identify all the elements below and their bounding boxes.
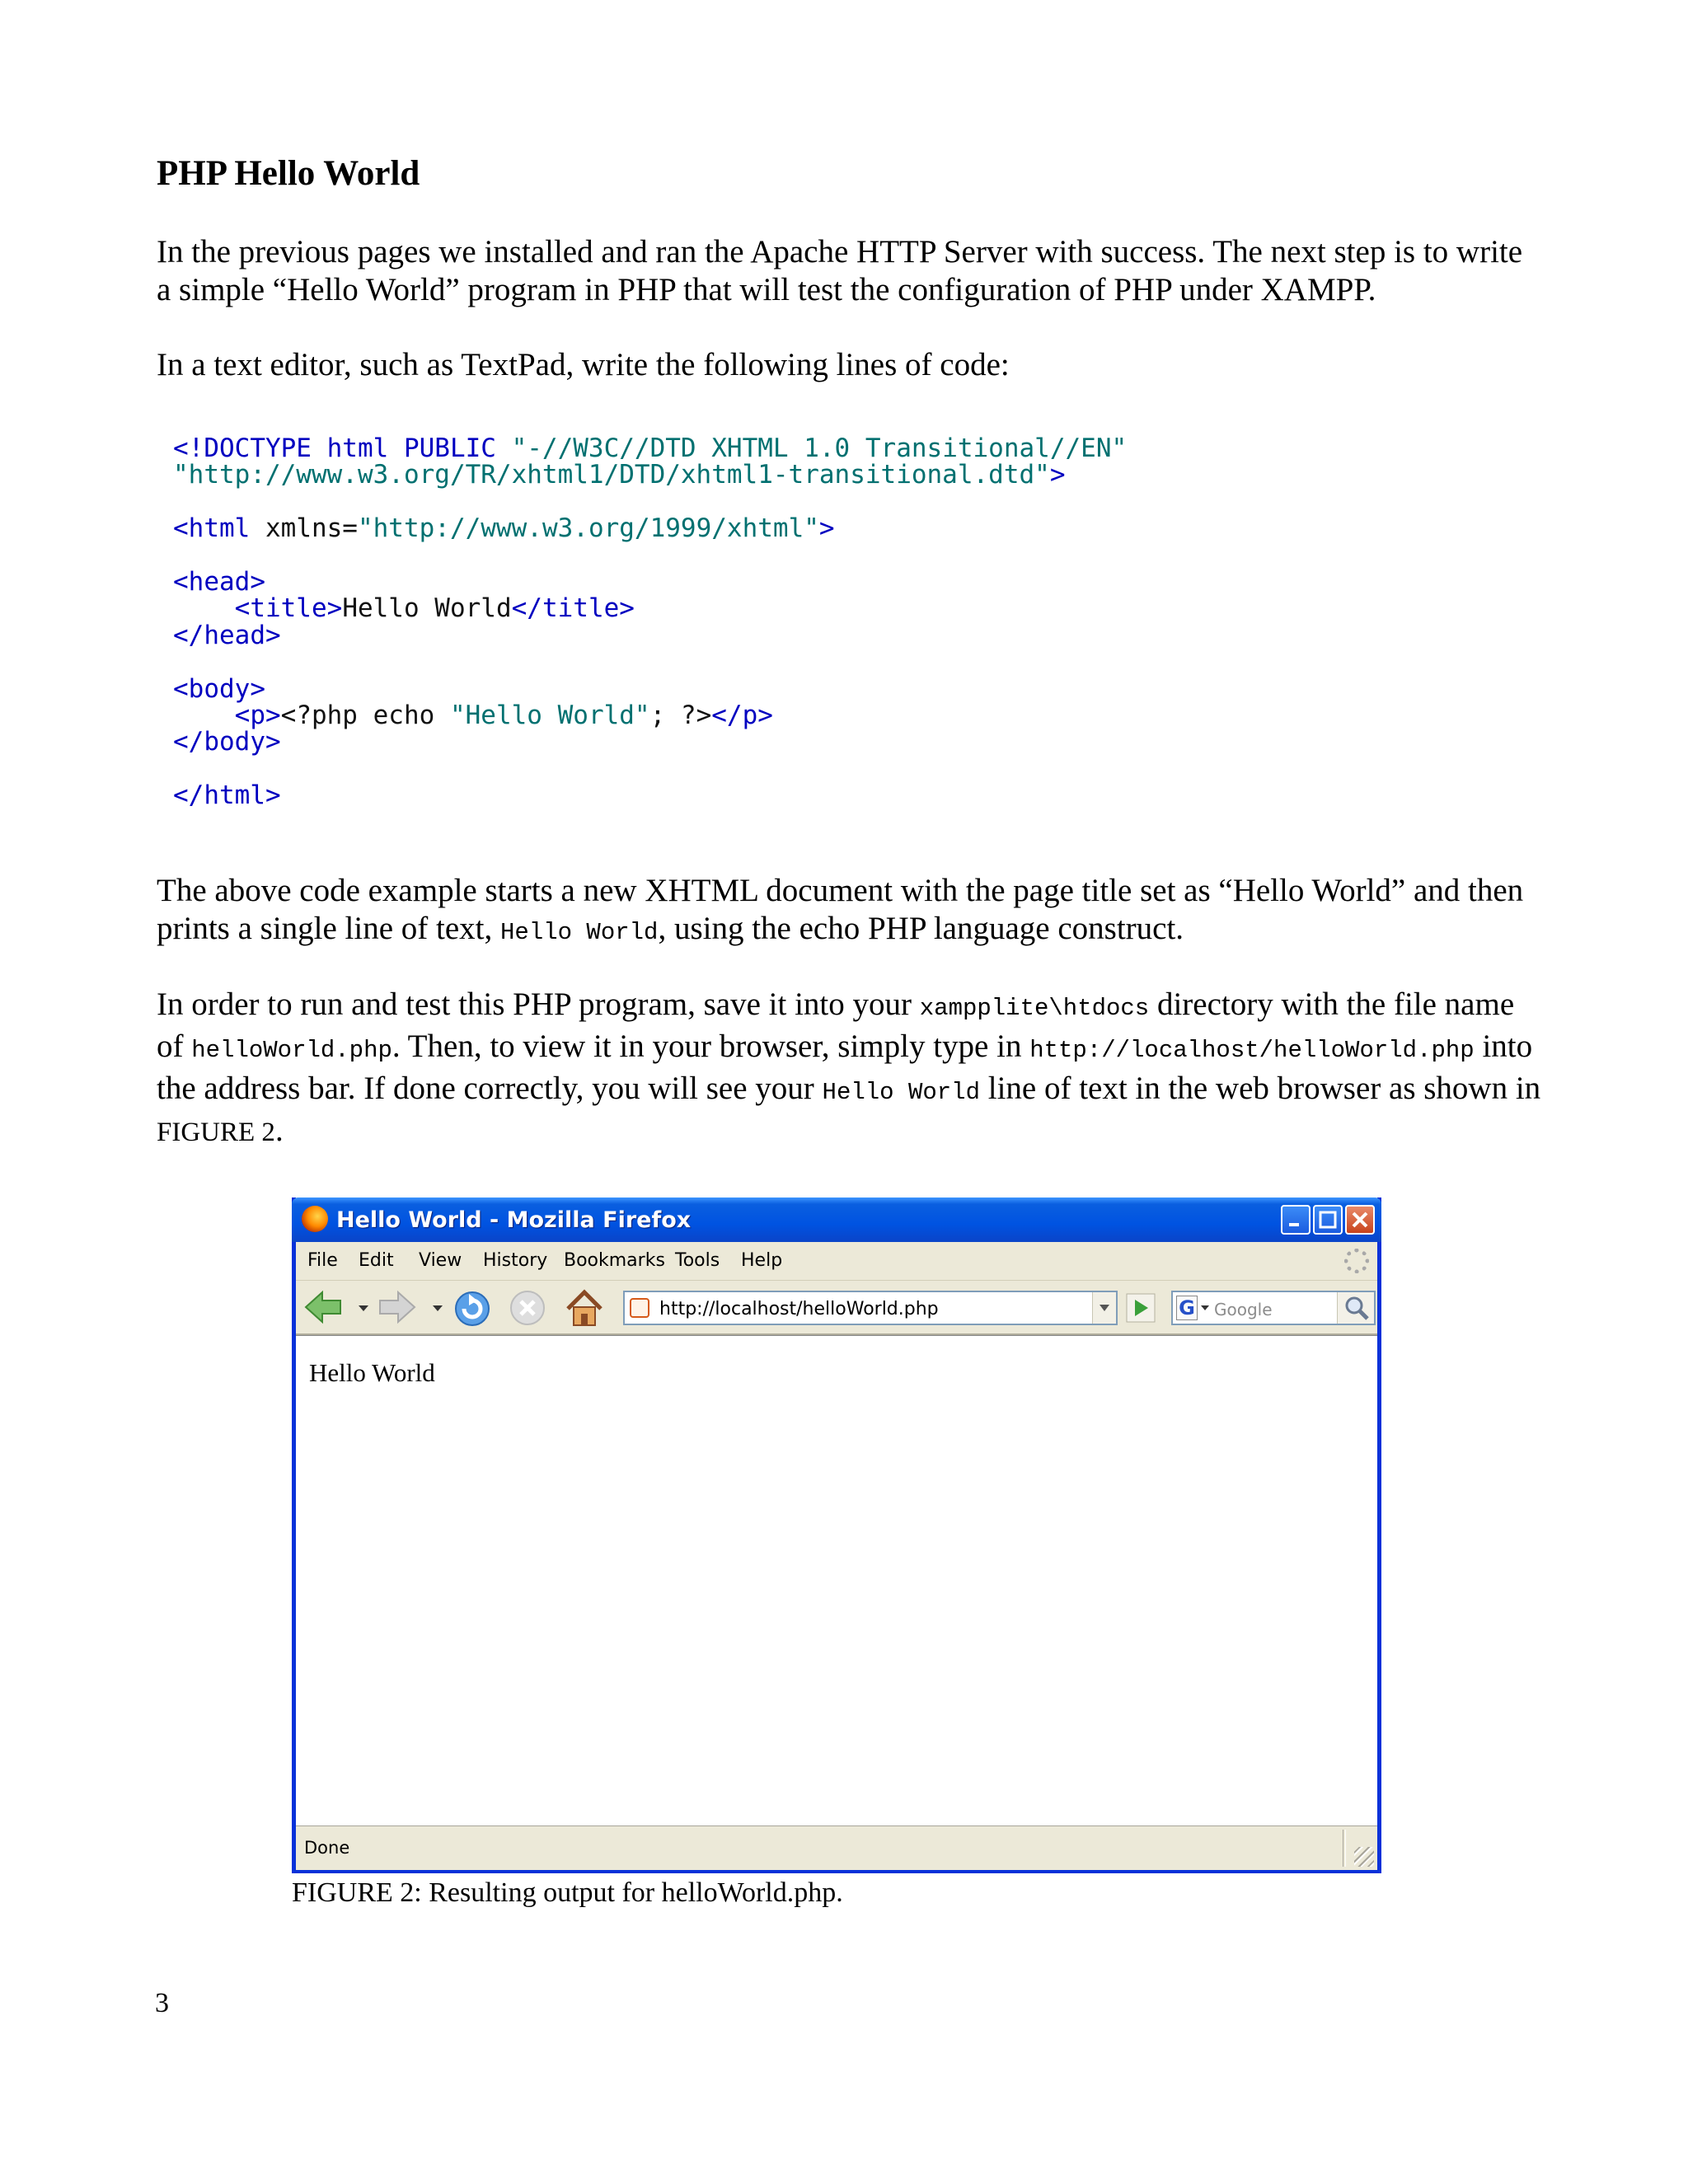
code-token: <body>	[173, 673, 265, 704]
code-listing	[173, 435, 1127, 809]
code-token: >	[1049, 460, 1066, 490]
code-indent	[173, 593, 235, 623]
code-token: <html	[173, 513, 251, 544]
code-token: "-//W3C//DTD XHTML 1.0 Transitional//EN"	[511, 434, 1128, 463]
text-run: directory with the file name of	[157, 987, 1515, 1064]
text-run: . Then, to view it in your browser, simply type in	[392, 1029, 1030, 1064]
close-icon	[1347, 1207, 1373, 1233]
stop-icon[interactable]	[509, 1289, 546, 1327]
text-run: The above code example starts a new XHTML document with the page title set as “Hello World” and then prints a single line of text,	[157, 873, 1524, 946]
code-indent	[173, 701, 235, 730]
back-arrow-icon[interactable]	[304, 1289, 342, 1325]
code-token: <title>	[234, 593, 343, 624]
intro-paragraph: In the previous pages we installed and ran the Apache HTTP Server with success. The next step is to write a simple “Hello World” program in PHP that will test the configuration of PHP under XAMPP.	[157, 234, 1523, 307]
text-run: In order to run and test this PHP program, save it into your	[157, 987, 920, 1022]
code-token: <p>	[234, 701, 281, 731]
inline-code: xampplite\htdocs	[919, 995, 1150, 1022]
status-text: Done	[304, 1838, 350, 1858]
minimize-button[interactable]	[1281, 1205, 1311, 1235]
code-token: Hello World	[342, 593, 512, 624]
window-title: Hello World - Mozilla Firefox	[336, 1207, 692, 1233]
forward-arrow-icon[interactable]	[378, 1289, 416, 1325]
code-token: "http://www.w3.org/1999/xhtml"	[357, 513, 819, 544]
code-token: >	[818, 513, 835, 544]
search-bar[interactable]	[1171, 1291, 1376, 1325]
page-number: 3	[155, 1988, 169, 2018]
menu-file[interactable]: File	[307, 1250, 338, 1271]
run-instructions-paragraph	[157, 986, 1541, 1151]
code-token: <head>	[173, 567, 265, 598]
navigation-toolbar	[296, 1281, 1377, 1335]
explanation-paragraph	[157, 872, 1541, 952]
go-arrow-icon[interactable]	[1126, 1293, 1156, 1323]
inline-code: http://localhost/helloWorld.php	[1029, 1037, 1475, 1064]
code-token: <?php echo	[280, 701, 450, 731]
figure-reference: FIGURE 2	[157, 1118, 275, 1147]
inline-code: Hello World	[500, 919, 659, 946]
search-button[interactable]	[1337, 1292, 1374, 1324]
page-content-text: Hello World	[309, 1358, 435, 1387]
code-token: </html>	[173, 780, 281, 811]
status-divider	[1343, 1830, 1346, 1867]
page-title: PHP Hello World	[157, 154, 420, 193]
menu-tools[interactable]: Tools	[675, 1250, 720, 1271]
throbber-icon	[1344, 1249, 1369, 1273]
code-token: ; ?>	[649, 701, 712, 731]
firefox-window	[292, 1197, 1381, 1873]
magnifier-icon	[1338, 1292, 1374, 1324]
status-bar	[296, 1825, 1377, 1870]
close-button[interactable]	[1345, 1205, 1375, 1235]
menu-history[interactable]: History	[483, 1250, 548, 1271]
code-token: "http://www.w3.org/TR/xhtml1/DTD/xhtml1-transitional.dtd"	[173, 460, 1050, 490]
code-token: </head>	[173, 620, 281, 650]
editor-instruction: In a text editor, such as TextPad, write the following lines of code:	[157, 347, 1010, 382]
address-bar[interactable]	[623, 1291, 1118, 1325]
search-placeholder: Google	[1214, 1300, 1273, 1319]
menu-bookmarks[interactable]: Bookmarks	[564, 1250, 665, 1271]
home-icon[interactable]	[565, 1289, 604, 1327]
minimize-icon	[1282, 1207, 1309, 1233]
forward-history-dropdown-icon[interactable]	[433, 1305, 443, 1311]
inline-code: Hello World	[822, 1079, 980, 1106]
search-engine-dropdown-icon[interactable]	[1201, 1305, 1209, 1310]
code-token: </title>	[511, 593, 635, 624]
text-run: , using the echo PHP language construct.	[658, 911, 1184, 946]
window-titlebar[interactable]	[292, 1197, 1381, 1242]
maximize-button[interactable]	[1313, 1205, 1343, 1235]
site-favicon-icon	[630, 1298, 649, 1318]
figure-caption: FIGURE 2: Resulting output for helloWorld.php.	[292, 1877, 843, 1908]
menu-help[interactable]: Help	[741, 1250, 783, 1271]
inline-code: helloWorld.php	[191, 1037, 392, 1064]
address-bar-url: http://localhost/helloWorld.php	[659, 1299, 939, 1319]
text-run: into the address bar. If done correctly, you will see your	[157, 1029, 1533, 1106]
text-run: .	[274, 1113, 284, 1148]
back-history-dropdown-icon[interactable]	[359, 1305, 368, 1311]
address-dropdown-icon[interactable]	[1092, 1292, 1116, 1324]
page-viewport	[296, 1335, 1377, 1826]
code-token: </body>	[173, 727, 281, 757]
code-token: xmlns=	[250, 513, 358, 544]
code-token: </p>	[711, 701, 773, 731]
resize-grip-icon[interactable]	[1354, 1847, 1374, 1867]
code-token: "Hello World"	[449, 701, 650, 731]
search-engine-icon[interactable]: G	[1176, 1296, 1198, 1320]
menu-edit[interactable]: Edit	[359, 1250, 394, 1271]
menu-bar	[296, 1242, 1377, 1281]
firefox-logo-icon	[302, 1206, 328, 1232]
code-token: <!DOCTYPE html PUBLIC	[173, 434, 512, 463]
text-run: line of text in the web browser as shown in	[979, 1071, 1541, 1106]
maximize-icon	[1315, 1207, 1341, 1233]
menu-view[interactable]: View	[419, 1250, 462, 1271]
reload-icon[interactable]	[452, 1289, 492, 1329]
